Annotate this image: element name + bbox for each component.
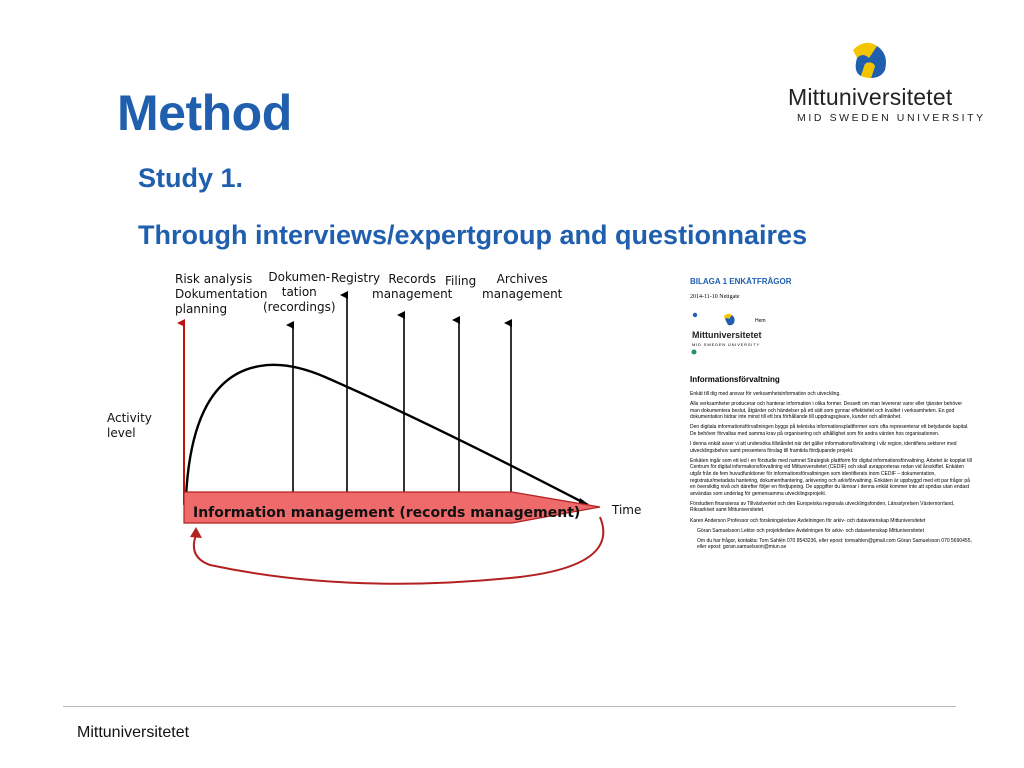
doc-header: BILAGA 1 ENKÄTFRÅGOR — [690, 277, 792, 286]
doc-paragraph: Enkäten ingår som ett led i en förstudie med namnet Strategisk plattform för digital informationsförvaltning. Arbetet är kopplat till Centrum för digital informationsförvaltning vid Mittuniversitetet (CEDIF) och skall avrapporteras redan vid årsskiftet. Enkäten utgår från de fem huvudfunktioner för informationsförvaltningen som identifierats inom CEDIF – dokumentation, registratur/metadata hantering, dokumenthantering, arkivering och arkivförvaltning. Enkäten är uppbyggd med ett par frågor på en översiktlig nivå och därefter följer en fördjupning. De uppgifter du lämnar i denna enkät kommer inte att spridas utan endast användas som underlag för gemensamma utvecklingsprojekt. — [690, 457, 972, 497]
slide-subtitle-method: Through interviews/expertgroup and questionnaires — [138, 220, 808, 250]
doc-logo-icon — [690, 312, 750, 330]
doc-date: 2014-11-10 Netigate — [690, 294, 740, 300]
doc-paragraph: Karen Anderson Professor och forskningsledare Avdelningen för arkiv- och datavetenskap Mittuniversitetet — [690, 517, 926, 524]
footer-text: Mittuniversitetet — [77, 724, 190, 741]
y-axis-label: Activity level — [107, 411, 152, 440]
information-management-label: Information management (records management) — [193, 505, 581, 521]
doc-paragraph: Om du har frågor, kontakta: Tom Sahlén 070 8543236, eller epost: tomsahlen@gmail.com Göran Samuelsson 070 5690455, eller epost: goran.samuelsson@miun.se — [697, 537, 972, 551]
doc-logo-name: Mittuniversitetet — [692, 330, 762, 340]
phase-label-documentation: Dokumen- tation (recordings) — [263, 270, 336, 314]
doc-paragraph: I denna enkät avser vi att undersöka tillståndet när det gäller informationsförvaltning i vår region, identifiera sektorer med utvecklingsbehov samt presentera förslag till framtida fördjupande projekt. — [690, 441, 957, 454]
phase-label-records-management: Records management — [372, 272, 453, 301]
footer-divider — [63, 706, 956, 707]
x-axis-label: Time — [612, 503, 642, 517]
doc-section-title: Informationsförvaltning — [690, 375, 780, 384]
phase-label-risk-analysis: Risk analysis Dokumentation planning — [175, 272, 268, 316]
doc-paragraph: Alla verksamheter producerar och hanterar information i olika former. Dessett om man levererar varor eller tjänster behöver man dokumentera beslut, åtgärder och händelser på ett sätt som gynnar effektivitet och kvalitet i verksamheten. En god dokumentation bidrar inte minst till ett bra förhållande till uppdragsgivare, kunder och allmänhet. — [690, 401, 963, 421]
logo-tagline: MID SWEDEN UNIVERSITY — [797, 112, 986, 124]
slide-title: Method — [117, 85, 292, 141]
phase-label-registry: Registry — [331, 271, 381, 285]
phase-label-filing: Filing — [445, 274, 477, 288]
doc-home-link: Hem — [755, 318, 766, 324]
doc-paragraph: Den digitala informationsförvaltningen byggs på tekniska informationsplattformer som ofta representerar ett betydande kapital. De behöver förvaltas med samma krav på organisering och uthållighet som för andra värden hos organisationen. — [690, 424, 969, 437]
doc-body — [690, 391, 972, 554]
slide-subtitle-study: Study 1. — [138, 163, 244, 193]
globe-icon — [691, 349, 697, 355]
questionnaire-document — [687, 272, 972, 664]
doc-paragraph: Enkät till dig med ansvar för verksamhetsinformation och utveckling. — [690, 391, 841, 397]
doc-logo-sub: MID SWEDEN UNIVERSITY — [692, 342, 760, 347]
return-cycle-arrow — [194, 517, 603, 584]
logo-name: Mittuniversitetet — [788, 84, 953, 110]
doc-paragraph: Förstudien finansieras av Tillväxtverket och den Europeiska regionala utvecklingsfonden, Länsstyrelsen Västernorrland, Riksarkivet samt Mittuniversitetet. — [690, 500, 955, 514]
doc-paragraph: Göran Samuelsson Lektor och projektledare Avdelningen för arkiv- och datavetenskap Mittuniversitetet — [697, 527, 924, 534]
activity-curve — [186, 365, 588, 505]
phase-label-archives: Archives management — [482, 272, 563, 301]
